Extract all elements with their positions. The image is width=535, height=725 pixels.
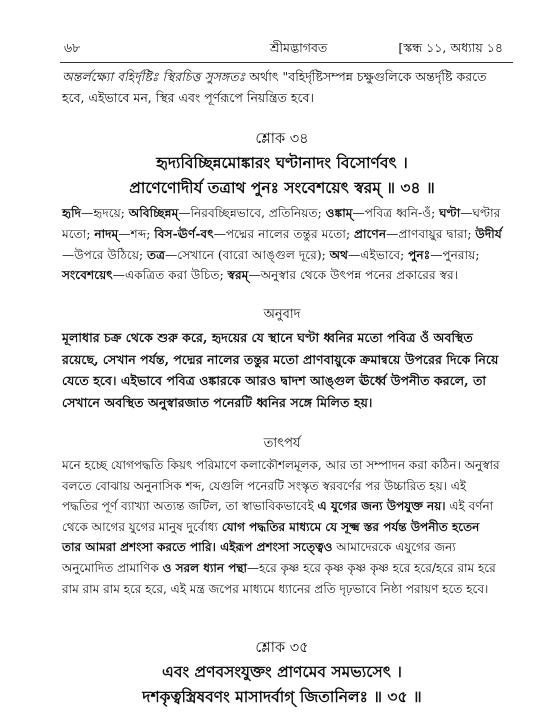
synonym-meaning: —নিরবচ্ছিন্নভাবে, প্রতিনিয়ত; bbox=[178, 206, 326, 220]
synonym-meaning: —শব্দ; bbox=[118, 226, 155, 241]
synonym-word: নাদম্ bbox=[94, 226, 119, 241]
synonym-meaning: —পদ্মের নালের তন্তুর মতো; bbox=[213, 226, 354, 241]
synonym-meaning: —উপরে উঠিয়ে; bbox=[62, 247, 147, 262]
purport-segment: মনে হচ্ছে যোগপদ্ধতি কিয়ৎ পরিমাণে কলাকৌশলমূলক, আর তা সম্পাদন করা কঠিন। অনুস্বার বলতে বোঝায় অনুনাসিক শব্দ, যেগুলি পনেরটি সংস্কৃত স্বরবর্ণের পর উচ্চারিত হয়। এই পদ্ধতির পূর্ণ ব্যাখ্যা অত্যন্ত জটিল, তা স্বাভাবিকভাবেই bbox=[62, 458, 500, 514]
purport-segment: —হরে কৃষ্ণ হরে কৃষ্ণ কৃষ্ণ কৃষ্ণ হরে হরে/হরে রাম হরে রাম রাম রাম হরে হরে, এই মন্ত্র জপের মাধ্যমে ধ্যানের প্রতি দৃঢ়ভাবে নিষ্ঠা পরায়ণ হতে হবে। bbox=[62, 560, 496, 596]
synonym-word: উদীর্য bbox=[475, 226, 502, 241]
verse-34-line-2: প্রাণেণোদীর্য তত্রাথ পুনঃ সংবেশয়েৎ স্বরম্ ॥ ৩৪ ॥ bbox=[129, 178, 435, 197]
intro-paragraph bbox=[62, 66, 502, 108]
synonym-meaning: —অনুস্বার থেকে উৎপন্ন পনের প্রকারের স্বর। bbox=[248, 268, 459, 283]
synonym-word: বিস-ঊর্ণ-বৎ bbox=[154, 226, 214, 241]
synonym-meaning: —হৃদয়ে; bbox=[81, 206, 129, 220]
translation-heading: অনুবাদ bbox=[263, 307, 301, 322]
book-title: শ্রীমদ্ভাগবত bbox=[270, 40, 328, 55]
synonym-word: অথ bbox=[329, 247, 349, 262]
chapter-reference: [স্কন্ধ ১১, অধ্যায় ১৪ bbox=[398, 40, 503, 55]
synonym-meaning: —পুনরায়; bbox=[430, 247, 480, 262]
purport-bold-segment: ও সরল ধ্যান পন্থা bbox=[162, 560, 247, 575]
header-divider bbox=[60, 62, 513, 63]
translation-text: মূলাধার চক্র থেকে শুরু করে, হৃদয়ের যে স্থানে ঘণ্টা ধ্বনির মতো পবিত্র ওঁ অবস্থিত রয়েছে, সেখান পর্যন্ত, পদ্মের নালের তন্তুর মতো প্রাণবায়ুকে ক্রমান্বয়ে উপরের দিকে নিয়ে যেতে হবে। এইভাবে পবিত্র ওঙ্কারকে আরও দ্বাদশ আঙ্গুল ঊর্ধ্বে উপনীত করলে, তা সেখানে অবস্থিত অনুস্বারজাত পনেরটি ধ্বনির সঙ্গে মিলিত হয়। bbox=[62, 330, 499, 410]
synonym-word: ঘণ্টা bbox=[439, 206, 461, 220]
synonyms bbox=[62, 203, 502, 286]
synonym-meaning: —পবিত্র ধ্বনি-ওঁ; bbox=[352, 206, 440, 220]
purport-text bbox=[62, 455, 502, 599]
synonym-meaning: —একত্রিত করা উচিত; bbox=[112, 268, 228, 283]
synonym-meaning: —এইভাবে; bbox=[348, 247, 409, 262]
purport-segment: এই বর্ণনা থেকে আগের যুগের মানুষ দুর্বোধ্য bbox=[62, 499, 494, 534]
purport-segment: আমাদেরকে এযুগের জন্য অনুমোদিত প্রামাণিক bbox=[62, 540, 456, 575]
synonym-meaning: —প্রাণবায়ুর দ্বারা; bbox=[386, 226, 476, 241]
synonym-word: সংবেশয়েৎ bbox=[62, 268, 113, 283]
synonym-word: হৃদি bbox=[62, 206, 82, 220]
verse-34-line-1: হৃদ্যবিচ্ছিন্নমোঙ্কারং ঘণ্টানাদং বিসোর্ণবৎ । bbox=[156, 153, 408, 172]
page-number: ৬৮ bbox=[64, 40, 81, 55]
purport-bold-segment: যোগ পদ্ধতির মাধ্যমে যে সূক্ষ্ম স্তর পর্যন্ত উপনীত হতেন তার আমরা প্রশংসা করতে পারি। এইরূপ প্রশংসা সত্ত্বেও bbox=[62, 519, 480, 555]
synonym-meaning: —ঘণ্টার মতো; bbox=[62, 206, 501, 241]
synonym-word: প্রাণেন bbox=[353, 226, 387, 241]
synonym-word: তত্র bbox=[146, 247, 166, 262]
verse-35-line-2: দশকৃত্বস্ত্রিষবণং মাসাদর্বাগ্ জিতানিলঃ ॥ ৩৫ ॥ bbox=[142, 687, 422, 706]
intro-text: অর্থাৎ "বহির্দৃষ্টিসম্পন্ন চক্ষুগুলিকে অন্তর্দৃষ্টি করতে হবে, এইভাবে মন, স্থির এবং পূর্ণরূপে নিয়ন্ত্রিত হবে। bbox=[62, 69, 487, 105]
verse-35-line-1: এবং প্রণবসংযুক্তং প্রাণমেব সমভ্যসেৎ । bbox=[162, 662, 402, 681]
page-header bbox=[62, 40, 515, 62]
verse-35-heading: শ্লোক ৩৫ bbox=[255, 640, 309, 656]
synonym-word: স্বরম্ bbox=[227, 268, 249, 283]
purport-heading: তাৎপর্য bbox=[263, 436, 301, 451]
purport-bold-segment: এ যুগের জন্য উপযুক্ত নয়। bbox=[317, 499, 446, 514]
synonym-word: ওঙ্কাম্ bbox=[325, 206, 353, 220]
synonym-word: পুনঃ bbox=[408, 247, 431, 262]
intro-quote: অন্তর্লক্ষ্যো বহির্দৃষ্টিঃ স্থিরচিত্ত সুসঙ্গতঃ bbox=[62, 69, 246, 84]
synonym-meaning: —সেখানে (বারো আঙ্গুল দূরে); bbox=[165, 247, 330, 262]
synonym-word: অবিচ্ছিন্নম্ bbox=[128, 206, 179, 220]
verse-34-heading: শ্লোক ৩৪ bbox=[255, 131, 309, 147]
